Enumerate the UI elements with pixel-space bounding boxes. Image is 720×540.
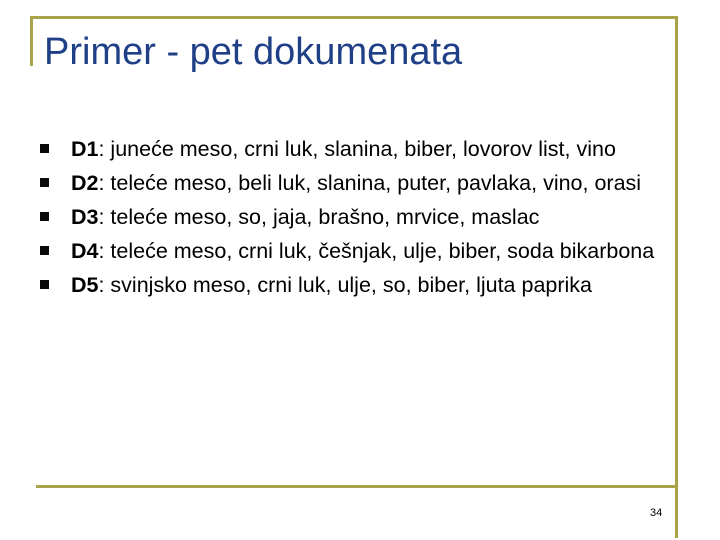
frame-top-line [30,16,678,19]
list-item [40,235,670,267]
document-id: D3 [71,205,99,229]
list-item [40,167,670,199]
page-number: 34 [650,507,663,519]
document-terms: : juneće meso, crni luk, slanina, biber, lovorov list, vino [98,137,616,161]
document-terms: : teleće meso, crni luk, češnjak, ulje, biber, soda bikarbona [98,239,655,263]
square-bullet-icon [40,178,49,187]
square-bullet-icon [40,246,49,255]
square-bullet-icon [40,144,49,153]
frame-left-line [30,16,33,66]
document-id: D2 [71,171,99,195]
document-terms: : svinjsko meso, crni luk, ulje, so, biber, ljuta paprika [98,273,593,297]
bullet-list [40,133,670,303]
square-bullet-icon [40,280,49,289]
list-item [40,201,670,233]
document-id: D1 [71,137,99,161]
list-item [40,133,670,165]
document-id: D4 [71,239,99,263]
list-item [40,269,670,301]
document-terms: : teleće meso, so, jaja, brašno, mrvice, maslac [98,205,540,229]
document-id: D5 [71,273,99,297]
slide-title: Primer - pet dokumenata [44,31,463,73]
document-terms: : teleće meso, beli luk, slanina, puter, pavlaka, vino, orasi [98,171,642,195]
square-bullet-icon [40,212,49,221]
footer-divider [36,485,678,488]
frame-right-line [675,16,678,538]
